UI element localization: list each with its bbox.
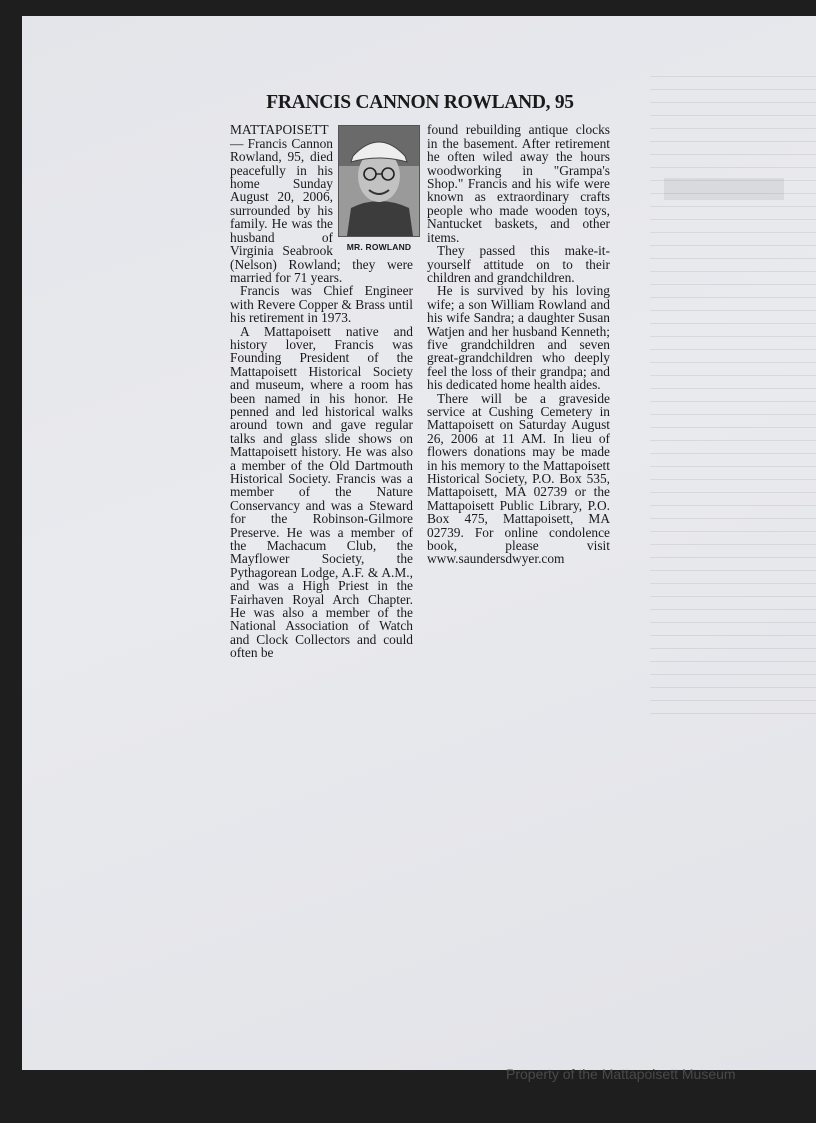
column-left bbox=[230, 123, 413, 659]
paragraph: A Mattapoisett native and history lover, Francis was Founding President of the Mattapoisett Historical Society and museum, where a room has been named in his honor. He penned and led historical walks around town and gave regular talks and glass slide shows on Mattapoisett history. He was also a member of the Old Dartmouth Historical Society. Francis was a member of the Nature Conservancy and was a Steward for the Robinson-Gilmore Preserve. He was a member of the Machacum Club, the Mayflower Society, the Pythagorean Lodge, A.F. & A.M., and was a High Priest in the Fairhaven Royal Arch Chapter. He was also a member of the National Association of Watch and Clock Collectors and could often be bbox=[230, 323, 413, 661]
paragraph: He is survived by his loving wife; a son William Rowland and his wife Sandra; a daughter Susan Watjen and her husband Kenneth; five grandchildren and seven great-grandchildren who deeply feel the loss of their grandpa; and his dedicated home health aides. bbox=[427, 283, 610, 393]
portrait-figure bbox=[337, 125, 421, 254]
paragraph: found rebuilding antique clocks in the basement. After retirement he often wiled away the hours woodworking in "Grampa's Shop." Francis and his wife were known as extraordinary crafts people who made wooden toys, Nantucket baskets, and other items. bbox=[427, 122, 610, 245]
article-columns bbox=[230, 123, 610, 659]
paragraph: Francis was Chief Engineer with Revere Copper & Brass until his retirement in 1973. bbox=[230, 283, 413, 326]
headline: FRANCIS CANNON ROWLAND, 95 bbox=[266, 92, 574, 113]
portrait-photo bbox=[338, 125, 420, 237]
column-right bbox=[427, 123, 610, 659]
paragraph: They passed this make-it-yourself attitude on to their children and grandchildren. bbox=[427, 243, 610, 285]
paragraph: MATTAPOISETT — Francis Cannon Rowland, 95, died peacefully in his home Sunday August 20, 2006, surrounded by his family. He was the husband of Virginia Seabrook (Nelson) Rowland; they were married for 71 years. bbox=[230, 122, 413, 285]
paragraph: There will be a graveside service at Cushing Cemetery in Mattapoisett on Saturday August 26, 2006 at 11 AM. In lieu of flowers donations may be made in his memory to the Mattapoisett Historical Society, P.O. Box 535, Mattapoisett, MA 02739 or the Mattapoisett Public Library, P.O. Box 475, Mattapoisett, MA 02739. For online condolence book, please visit www.saundersdwyer.com bbox=[427, 390, 610, 567]
photo-caption: MR. ROWLAND bbox=[346, 242, 412, 253]
bleed-through-text bbox=[650, 76, 816, 716]
bleed-through-headline bbox=[664, 178, 784, 200]
portrait-image bbox=[339, 126, 419, 236]
obituary-clipping bbox=[230, 92, 610, 660]
ownership-watermark: Property of the Mattapoisett Museum bbox=[506, 1066, 736, 1082]
